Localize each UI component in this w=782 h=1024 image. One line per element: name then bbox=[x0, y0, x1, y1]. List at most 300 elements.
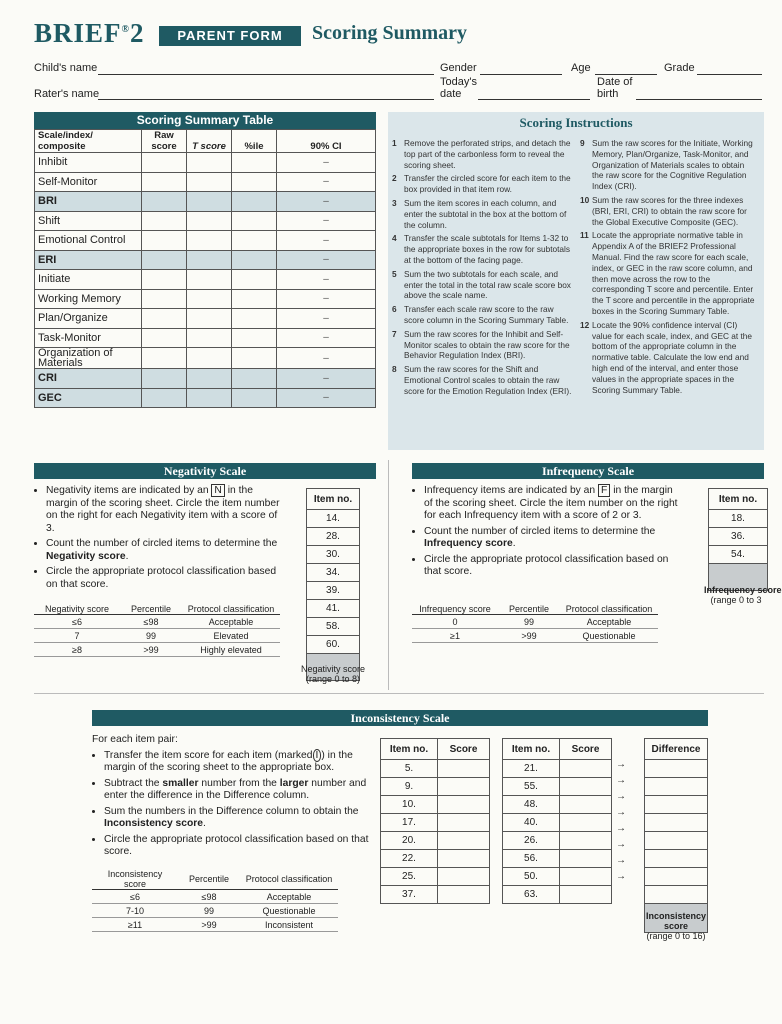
summary-row-label: BRI bbox=[35, 192, 142, 212]
raw-score-cell[interactable] bbox=[142, 231, 187, 251]
inconsistency-bullet-2: • Subtract the smaller number from the larger number and enter the difference in the Difference column. bbox=[104, 778, 372, 803]
item-number[interactable]: 54. bbox=[709, 546, 768, 564]
item-row bbox=[307, 510, 360, 528]
classification-cell: ≤98 bbox=[178, 890, 240, 904]
col-ci: 90% CI bbox=[277, 130, 376, 153]
t-score-cell[interactable] bbox=[187, 153, 232, 173]
difference-table bbox=[644, 738, 708, 933]
pair-item-number: 50. bbox=[503, 868, 560, 886]
percentile-cell[interactable] bbox=[232, 348, 277, 369]
pair-row bbox=[381, 868, 490, 886]
ci-dash: – bbox=[323, 176, 329, 188]
t-score-cell[interactable] bbox=[187, 348, 232, 369]
step-number: 2 bbox=[392, 173, 397, 184]
percentile-cell[interactable] bbox=[232, 153, 277, 173]
t-score-cell[interactable] bbox=[187, 231, 232, 251]
instruction-step bbox=[392, 138, 576, 170]
summary-row-label: Shift bbox=[35, 211, 142, 231]
ci-dash: – bbox=[323, 273, 329, 285]
pair-row bbox=[381, 760, 490, 778]
item-number[interactable]: 18. bbox=[709, 510, 768, 528]
pair-item-number: 56. bbox=[503, 850, 560, 868]
neg-col-pctile: Percentile bbox=[120, 604, 182, 615]
classification-row[interactable] bbox=[34, 615, 280, 629]
classification-cell: Acceptable bbox=[182, 615, 280, 629]
percentile-cell[interactable] bbox=[232, 211, 277, 231]
difference-row bbox=[645, 832, 708, 850]
t-score-cell[interactable] bbox=[187, 250, 232, 270]
item-number[interactable]: 36. bbox=[709, 528, 768, 546]
ci-dash: – bbox=[323, 195, 329, 207]
step-number: 9 bbox=[580, 138, 585, 148]
inconsistency-score-label: Inconsistency score (range 0 to 16) bbox=[645, 911, 707, 941]
pair-row bbox=[503, 796, 612, 814]
pair-row bbox=[381, 886, 490, 904]
pair-score-cell[interactable] bbox=[560, 886, 612, 904]
classification-cell: Inconsistent bbox=[240, 918, 338, 932]
classification-cell: Acceptable bbox=[240, 890, 338, 904]
raw-score-cell[interactable] bbox=[142, 289, 187, 309]
difference-cell[interactable] bbox=[645, 850, 708, 868]
raw-score-cell[interactable] bbox=[142, 192, 187, 212]
step-number: 1 bbox=[392, 138, 397, 148]
step-number: 7 bbox=[392, 328, 397, 339]
instruction-step bbox=[580, 230, 758, 316]
summary-row bbox=[35, 153, 376, 173]
summary-row bbox=[35, 388, 376, 408]
percentile-cell[interactable] bbox=[232, 172, 277, 192]
ci-dash: – bbox=[323, 332, 329, 344]
classification-cell: >99 bbox=[120, 643, 182, 657]
step-text: Sum the item scores in each column, and enter the subtotal in the box at the bottom of the column. bbox=[404, 197, 567, 230]
pair-row bbox=[503, 832, 612, 850]
ci-cell[interactable] bbox=[277, 250, 376, 270]
inconsistency-bullet-1: • Transfer the item score for each item (marked I ) in the margin of the scoring sheet to the appropriate box. bbox=[104, 750, 372, 775]
negativity-score-label: Negativity score (range 0 to 8) bbox=[300, 664, 366, 684]
percentile-cell[interactable] bbox=[232, 388, 277, 408]
t-score-cell[interactable] bbox=[187, 369, 232, 389]
negativity-title: Negativity Scale bbox=[34, 463, 376, 479]
inconsistency-bullet-4: • Circle the appropriate protocol classification based on that score. bbox=[104, 834, 372, 859]
dob-field[interactable] bbox=[636, 99, 762, 100]
ci-cell[interactable] bbox=[277, 211, 376, 231]
classification-row[interactable] bbox=[34, 629, 280, 643]
ci-dash: – bbox=[323, 372, 329, 384]
pair-row bbox=[381, 814, 490, 832]
summary-row-label: Self-Monitor bbox=[35, 172, 142, 192]
step-text: Transfer each scale raw score to the raw score column in the Scoring Summary Table. bbox=[404, 304, 569, 325]
summary-row bbox=[35, 348, 376, 369]
raw-score-cell[interactable] bbox=[142, 348, 187, 369]
raw-score-cell[interactable] bbox=[142, 388, 187, 408]
age-label: Age bbox=[571, 62, 591, 74]
classification-cell: ≤6 bbox=[92, 890, 178, 904]
ci-dash: – bbox=[323, 215, 329, 227]
ci-cell[interactable] bbox=[277, 289, 376, 309]
step-text: Sum the raw scores for the three indexes (BRI, ERI, CRI) to obtain the raw score for the Global Executive Composite (GEC). bbox=[592, 194, 747, 227]
parent-form-tag: PARENT FORM bbox=[159, 26, 301, 46]
grade-label: Grade bbox=[664, 62, 695, 74]
rater-name-label: Rater's name bbox=[34, 88, 100, 100]
pair-item-number: 5. bbox=[381, 760, 438, 778]
inf-col-class: Protocol classification bbox=[560, 604, 658, 615]
inconsistency-classification-table bbox=[92, 869, 338, 932]
raw-score-cell[interactable] bbox=[142, 153, 187, 173]
pair-item-number: 20. bbox=[381, 832, 438, 850]
instruction-steps-right bbox=[580, 138, 758, 398]
summary-row bbox=[35, 192, 376, 212]
brief2-logo: BRIEF®2 bbox=[34, 18, 145, 48]
arrow-icon: → bbox=[616, 823, 626, 834]
pair-score-cell[interactable] bbox=[438, 814, 490, 832]
step-number: 4 bbox=[392, 233, 397, 244]
classification-row[interactable] bbox=[412, 615, 658, 629]
child-name-label: Child's name bbox=[34, 62, 98, 74]
inc-right-col-item: Item no. bbox=[503, 739, 560, 760]
difference-row bbox=[645, 850, 708, 868]
summary-row bbox=[35, 172, 376, 192]
classification-row[interactable] bbox=[92, 890, 338, 904]
difference-cell[interactable] bbox=[645, 778, 708, 796]
item-row bbox=[307, 528, 360, 546]
instruction-step bbox=[392, 304, 576, 326]
ci-cell[interactable] bbox=[277, 369, 376, 389]
summary-row-label: Emotional Control bbox=[35, 231, 142, 251]
summary-row-label: GEC bbox=[35, 388, 142, 408]
pair-row bbox=[381, 832, 490, 850]
difference-row bbox=[645, 760, 708, 778]
neg-col-score: Negativity score bbox=[34, 604, 120, 615]
step-number: 10 bbox=[580, 194, 590, 205]
raw-score-cell[interactable] bbox=[142, 309, 187, 329]
inconsistency-instructions bbox=[92, 734, 372, 862]
step-number: 5 bbox=[392, 268, 397, 279]
instruction-steps-left bbox=[392, 138, 576, 400]
instruction-step bbox=[580, 320, 758, 396]
difference-cell[interactable] bbox=[645, 832, 708, 850]
negativity-bullet-1: • Negativity items are indicated by an N in the margin of the scoring sheet. Circle the item number on the right for each Negativity item with a score of 3. bbox=[46, 485, 286, 535]
step-text: Remove the perforated strips, and detach the top part of the carbonless form to reveal the scoring sheet. bbox=[404, 138, 571, 170]
pair-score-cell[interactable] bbox=[560, 868, 612, 886]
t-score-cell[interactable] bbox=[187, 309, 232, 329]
ci-cell[interactable] bbox=[277, 328, 376, 348]
pair-row bbox=[503, 886, 612, 904]
page-title: Scoring Summary bbox=[312, 22, 467, 44]
neg-col-class: Protocol classification bbox=[182, 604, 280, 615]
instruction-step bbox=[392, 173, 576, 195]
pair-row bbox=[381, 778, 490, 796]
item-row bbox=[307, 600, 360, 618]
summary-row bbox=[35, 250, 376, 270]
step-text: Sum the raw scores for the Initiate, Working Memory, Plan/Organize, Task-Monitor, and Organization of Materials scales to obtain the raw score for the Cognitive Regulation Index (CRI). bbox=[592, 138, 753, 192]
step-number: 6 bbox=[392, 304, 397, 315]
difference-row bbox=[645, 868, 708, 886]
pair-row bbox=[503, 868, 612, 886]
inf-item-header: Item no. bbox=[709, 489, 768, 510]
child-name-field[interactable] bbox=[98, 74, 434, 75]
summary-row bbox=[35, 231, 376, 251]
step-number: 11 bbox=[580, 230, 589, 241]
summary-row bbox=[35, 270, 376, 290]
pair-score-cell[interactable] bbox=[438, 832, 490, 850]
col-scale: Scale/index/ composite bbox=[35, 130, 142, 153]
classification-cell: Questionable bbox=[240, 904, 338, 918]
classification-cell: ≥1 bbox=[412, 629, 498, 643]
difference-cell[interactable] bbox=[645, 796, 708, 814]
item-number[interactable]: 34. bbox=[307, 564, 360, 582]
raw-score-cell[interactable] bbox=[142, 172, 187, 192]
summary-row-label: Plan/Organize bbox=[35, 309, 142, 329]
pair-item-number: 22. bbox=[381, 850, 438, 868]
pair-row bbox=[503, 760, 612, 778]
inc-col-score: Inconsistency score bbox=[92, 869, 178, 890]
ci-cell[interactable] bbox=[277, 348, 376, 369]
raw-score-cell[interactable] bbox=[142, 328, 187, 348]
item-row bbox=[307, 564, 360, 582]
pair-score-cell[interactable] bbox=[560, 760, 612, 778]
t-score-cell[interactable] bbox=[187, 192, 232, 212]
ci-cell[interactable] bbox=[277, 192, 376, 212]
infrequency-instructions bbox=[412, 485, 684, 582]
classification-cell: 7 bbox=[34, 629, 120, 643]
todays-date-label: Today's date bbox=[440, 76, 477, 100]
arrow-icon: → bbox=[616, 839, 626, 850]
summary-table-title: Scoring Summary Table bbox=[34, 112, 376, 129]
percentile-cell[interactable] bbox=[232, 231, 277, 251]
classification-cell: ≤98 bbox=[120, 615, 182, 629]
grade-field[interactable] bbox=[697, 74, 762, 75]
percentile-cell[interactable] bbox=[232, 309, 277, 329]
pair-score-cell[interactable] bbox=[438, 796, 490, 814]
pair-score-cell[interactable] bbox=[560, 796, 612, 814]
negativity-bullet-3: • Circle the appropriate protocol classification based on that score. bbox=[46, 566, 286, 591]
inf-col-pctile: Percentile bbox=[498, 604, 560, 615]
percentile-cell[interactable] bbox=[232, 289, 277, 309]
inconsistency-bullet-3: • Sum the numbers in the Difference column to obtain the Inconsistency score. bbox=[104, 806, 372, 831]
item-row bbox=[307, 618, 360, 636]
step-number: 3 bbox=[392, 197, 397, 208]
difference-header: Difference bbox=[645, 739, 708, 760]
horizontal-divider bbox=[34, 693, 764, 694]
difference-row bbox=[645, 886, 708, 904]
t-score-cell[interactable] bbox=[187, 328, 232, 348]
ci-cell[interactable] bbox=[277, 309, 376, 329]
arrow-icon: → bbox=[616, 871, 626, 882]
arrow-icon: → bbox=[616, 807, 626, 818]
pair-score-cell[interactable] bbox=[438, 850, 490, 868]
ci-dash: – bbox=[323, 254, 329, 266]
dob-label: Date of birth bbox=[597, 76, 633, 100]
infrequency-item-box bbox=[708, 488, 768, 591]
inc-left-col-score: Score bbox=[438, 739, 490, 760]
age-field[interactable] bbox=[595, 74, 657, 75]
todays-date-field[interactable] bbox=[478, 99, 590, 100]
ci-cell[interactable] bbox=[277, 153, 376, 173]
difference-row bbox=[645, 796, 708, 814]
item-number[interactable]: 30. bbox=[307, 546, 360, 564]
pair-item-number: 25. bbox=[381, 868, 438, 886]
neg-item-header: Item no. bbox=[307, 489, 360, 510]
summary-row-label: Initiate bbox=[35, 270, 142, 290]
t-score-cell[interactable] bbox=[187, 388, 232, 408]
summary-row-label: Organization of Materials bbox=[35, 348, 142, 369]
instruction-step bbox=[392, 329, 576, 361]
pair-item-number: 63. bbox=[503, 886, 560, 904]
summary-row-label: Task-Monitor bbox=[35, 328, 142, 348]
instruction-step bbox=[580, 195, 758, 227]
pair-item-number: 21. bbox=[503, 760, 560, 778]
step-number: 12 bbox=[580, 319, 590, 330]
infrequency-title: Infrequency Scale bbox=[412, 463, 764, 479]
pair-score-cell[interactable] bbox=[560, 832, 612, 850]
pair-score-cell[interactable] bbox=[560, 778, 612, 796]
difference-cell[interactable] bbox=[645, 760, 708, 778]
step-text: Transfer the circled score for each item to the box provided in that item row. bbox=[404, 173, 571, 195]
summary-row bbox=[35, 309, 376, 329]
inc-left-col-item: Item no. bbox=[381, 739, 438, 760]
classification-row[interactable] bbox=[34, 643, 280, 657]
t-score-cell[interactable] bbox=[187, 211, 232, 231]
instruction-step bbox=[392, 233, 576, 265]
pair-row bbox=[503, 850, 612, 868]
pair-row bbox=[503, 814, 612, 832]
classification-cell: Questionable bbox=[560, 629, 658, 643]
difference-cell[interactable] bbox=[645, 868, 708, 886]
item-number[interactable]: 14. bbox=[307, 510, 360, 528]
difference-cell[interactable] bbox=[645, 814, 708, 832]
step-number: 8 bbox=[392, 364, 397, 375]
raw-score-cell[interactable] bbox=[142, 250, 187, 270]
rater-name-field[interactable] bbox=[98, 99, 434, 100]
inconsistency-title: Inconsistency Scale bbox=[92, 710, 708, 726]
negativity-bullet-2: • Count the number of circled items to determine the Negativity score. bbox=[46, 538, 286, 563]
item-row bbox=[709, 546, 768, 564]
percentile-cell[interactable] bbox=[232, 192, 277, 212]
ci-cell[interactable] bbox=[277, 388, 376, 408]
raw-score-cell[interactable] bbox=[142, 369, 187, 389]
summary-row-label: CRI bbox=[35, 369, 142, 389]
pair-score-cell[interactable] bbox=[560, 814, 612, 832]
ci-cell[interactable] bbox=[277, 231, 376, 251]
item-number[interactable]: 58. bbox=[307, 618, 360, 636]
infrequency-score-label: Infrequency score (range 0 to 3 bbox=[704, 585, 782, 605]
item-number[interactable]: 41. bbox=[307, 600, 360, 618]
col-pctile: %ile bbox=[232, 130, 277, 153]
arrow-icon: → bbox=[616, 791, 626, 802]
classification-cell: ≤6 bbox=[34, 615, 120, 629]
classification-cell: 7-10 bbox=[92, 904, 178, 918]
instruction-step bbox=[392, 364, 576, 396]
item-row bbox=[307, 636, 360, 654]
classification-cell: 99 bbox=[178, 904, 240, 918]
pair-row bbox=[503, 778, 612, 796]
t-score-cell[interactable] bbox=[187, 270, 232, 290]
pair-score-cell[interactable] bbox=[438, 778, 490, 796]
pair-item-number: 9. bbox=[381, 778, 438, 796]
classification-cell: ≥11 bbox=[92, 918, 178, 932]
inconsistency-left-table bbox=[380, 738, 490, 904]
classification-cell: 0 bbox=[412, 615, 498, 629]
pair-item-number: 26. bbox=[503, 832, 560, 850]
percentile-cell[interactable] bbox=[232, 328, 277, 348]
percentile-cell[interactable] bbox=[232, 250, 277, 270]
step-text: Sum the two subtotals for each scale, and enter the total in the total raw scale score box above the scale name. bbox=[404, 268, 571, 301]
summary-row bbox=[35, 369, 376, 389]
item-number[interactable]: 60. bbox=[307, 636, 360, 654]
inc-col-class: Protocol classification bbox=[240, 869, 338, 890]
negativity-classification-table bbox=[34, 604, 280, 657]
inc-col-pctile: Percentile bbox=[178, 869, 240, 890]
summary-row bbox=[35, 289, 376, 309]
step-text: Sum the raw scores for the Inhibit and Self-Monitor scales to obtain the raw score for the Behavior Regulation Index (BRI). bbox=[404, 328, 570, 361]
ci-dash: – bbox=[323, 293, 329, 305]
step-text: Transfer the scale subtotals for Items 1-32 to the appropriate boxes in the row for subtotals at the bottom of the facing page. bbox=[404, 233, 571, 265]
negativity-item-box bbox=[306, 488, 360, 681]
item-number[interactable]: 39. bbox=[307, 582, 360, 600]
classification-row[interactable] bbox=[92, 904, 338, 918]
step-text: Locate the appropriate normative table in Appendix A of the BRIEF2 Professional Manual. Find the raw score for each scale, index, or GEC in the raw score column, and then move across the row to the corresponding T score and percentile. Enter the T score and percentile in the appropriate boxes in the Scoring Summary Table. bbox=[592, 230, 755, 316]
classification-cell: Elevated bbox=[182, 629, 280, 643]
difference-cell[interactable] bbox=[645, 886, 708, 904]
pair-item-number: 40. bbox=[503, 814, 560, 832]
item-number[interactable]: 28. bbox=[307, 528, 360, 546]
pair-item-number: 17. bbox=[381, 814, 438, 832]
difference-row bbox=[645, 778, 708, 796]
infrequency-bullet-2: • Count the number of circled items to determine the Infrequency score. bbox=[424, 526, 684, 551]
pair-score-cell[interactable] bbox=[438, 886, 490, 904]
gender-field[interactable] bbox=[480, 74, 562, 75]
ci-dash: – bbox=[323, 392, 329, 404]
summary-row-label: ERI bbox=[35, 250, 142, 270]
summary-row-label: Inhibit bbox=[35, 153, 142, 173]
inconsistency-arrows bbox=[616, 757, 636, 885]
difference-row bbox=[645, 814, 708, 832]
classification-cell: Highly elevated bbox=[182, 643, 280, 657]
col-t: T score bbox=[187, 130, 232, 153]
classification-row[interactable] bbox=[92, 918, 338, 932]
ci-dash: – bbox=[323, 234, 329, 246]
pair-item-number: 55. bbox=[503, 778, 560, 796]
classification-cell: ≥8 bbox=[34, 643, 120, 657]
raw-score-cell[interactable] bbox=[142, 211, 187, 231]
inf-col-score: Infrequency score bbox=[412, 604, 498, 615]
t-score-cell[interactable] bbox=[187, 172, 232, 192]
t-score-cell[interactable] bbox=[187, 289, 232, 309]
ci-dash: – bbox=[323, 156, 329, 168]
pair-row bbox=[381, 796, 490, 814]
percentile-cell[interactable] bbox=[232, 270, 277, 290]
pair-score-cell[interactable] bbox=[560, 850, 612, 868]
pair-score-cell[interactable] bbox=[438, 760, 490, 778]
inconsistency-right-table bbox=[502, 738, 612, 904]
classification-row[interactable] bbox=[412, 629, 658, 643]
percentile-cell[interactable] bbox=[232, 369, 277, 389]
ci-cell[interactable] bbox=[277, 270, 376, 290]
summary-row-label: Working Memory bbox=[35, 289, 142, 309]
ci-cell[interactable] bbox=[277, 172, 376, 192]
item-row bbox=[307, 582, 360, 600]
pair-score-cell[interactable] bbox=[438, 868, 490, 886]
instruction-step bbox=[392, 198, 576, 230]
arrow-icon: → bbox=[616, 855, 626, 866]
pair-item-number: 37. bbox=[381, 886, 438, 904]
col-raw: Raw score bbox=[142, 130, 187, 153]
classification-cell: >99 bbox=[178, 918, 240, 932]
raw-score-cell[interactable] bbox=[142, 270, 187, 290]
negativity-instructions bbox=[34, 485, 286, 594]
inc-right-col-score: Score bbox=[560, 739, 612, 760]
pair-item-number: 10. bbox=[381, 796, 438, 814]
